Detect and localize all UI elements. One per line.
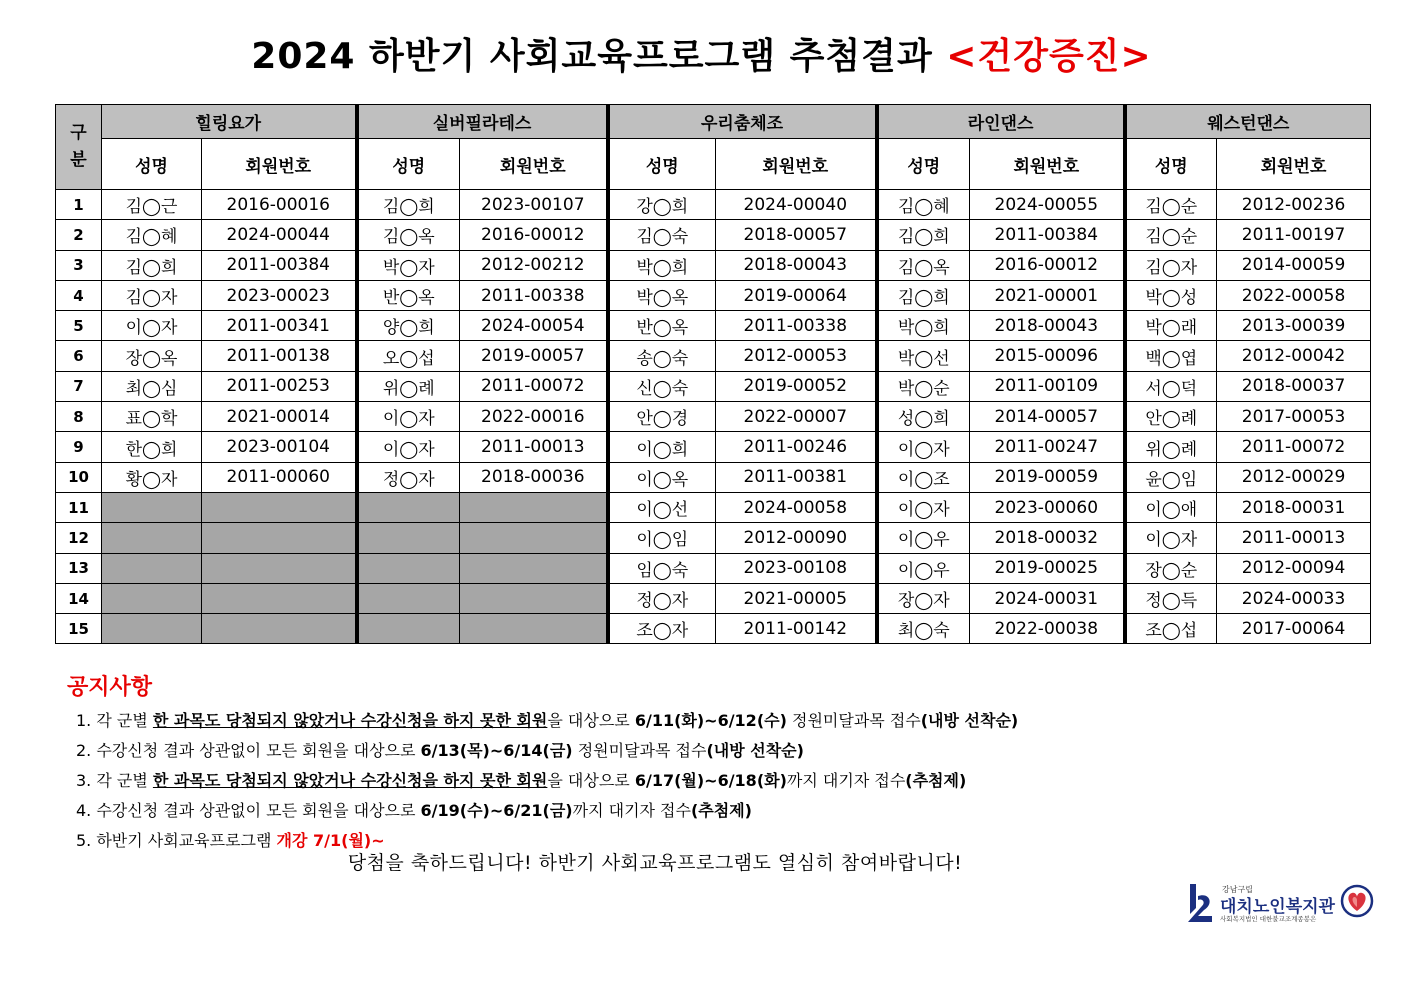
member-name-cell: 이◯자 (877, 432, 970, 462)
notice-text: 2. 수강신청 결과 상관없이 모든 회원을 대상으로 (76, 741, 421, 760)
member-no-cell: 2022-00058 (1217, 280, 1371, 310)
row-number: 6 (56, 341, 102, 371)
program-header: 라인댄스 (877, 105, 1125, 139)
name-column-header: 성명 (102, 139, 202, 190)
member-no-cell: 2011-00013 (460, 432, 608, 462)
member-name-cell: 장◯옥 (102, 341, 202, 371)
row-number: 14 (56, 583, 102, 613)
empty-cell (357, 523, 460, 553)
member-no-cell: 2019-00057 (460, 341, 608, 371)
member-name-cell: 정◯득 (1125, 583, 1217, 613)
logo-name: 대치노인복지관 (1220, 897, 1335, 917)
logo-sub-text: 사회복지법인 대한불교조계종봉은 (1220, 915, 1317, 923)
member-name-cell: 김◯자 (1125, 250, 1217, 280)
member-no-cell: 2011-00384 (970, 220, 1125, 250)
member-no-cell: 2012-00090 (716, 523, 877, 553)
member-name-cell: 이◯자 (357, 402, 460, 432)
empty-cell (357, 553, 460, 583)
member-no-cell: 2024-00044 (202, 220, 357, 250)
member-name-cell: 김◯옥 (877, 250, 970, 280)
member-no-cell: 2012-00053 (716, 341, 877, 371)
member-no-cell: 2023-00060 (970, 492, 1125, 522)
member-no-cell: 2021-00014 (202, 402, 357, 432)
member-name-cell: 안◯례 (1125, 402, 1217, 432)
member-name-cell: 이◯자 (102, 311, 202, 341)
empty-cell (202, 583, 357, 613)
member-no-cell: 2016-00012 (460, 220, 608, 250)
institution-logo (1180, 878, 1375, 928)
member-no-cell: 2017-00053 (1217, 402, 1371, 432)
member-no-column-header: 회원번호 (970, 139, 1125, 190)
notice-text: 을 대상으로 (547, 711, 635, 730)
empty-cell (460, 492, 608, 522)
member-no-cell: 2015-00096 (970, 341, 1125, 371)
member-no-cell: 2011-00246 (716, 432, 877, 462)
member-name-cell: 최◯숙 (877, 614, 970, 644)
member-name-cell: 박◯성 (1125, 280, 1217, 310)
table-row (56, 462, 1371, 492)
member-no-cell: 2021-00005 (716, 583, 877, 613)
member-name-cell: 윤◯임 (1125, 462, 1217, 492)
member-name-cell: 김◯희 (357, 190, 460, 220)
member-no-cell: 2011-00138 (202, 341, 357, 371)
empty-cell (357, 583, 460, 613)
member-name-cell: 김◯혜 (877, 190, 970, 220)
empty-cell (102, 553, 202, 583)
member-name-cell: 반◯옥 (608, 311, 716, 341)
member-no-cell: 2016-00012 (970, 250, 1125, 280)
member-no-cell: 2011-00197 (1217, 220, 1371, 250)
member-name-cell: 송◯숙 (608, 341, 716, 371)
member-no-cell: 2014-00059 (1217, 250, 1371, 280)
empty-cell (460, 583, 608, 613)
member-name-cell: 양◯희 (357, 311, 460, 341)
notice-text: 6/17(월)~6/18(화) (634, 771, 787, 790)
table-row (56, 250, 1371, 280)
notice-item (76, 766, 1018, 796)
member-name-cell: 이◯희 (608, 432, 716, 462)
notice-text: 까지 대기자 접수 (572, 801, 691, 820)
notice-title: 공지사항 (67, 675, 153, 700)
notice-text: 6/13(목)~6/14(금) (420, 741, 573, 760)
table-row (56, 553, 1371, 583)
notice-text: 6/19(수)~6/21(금) (420, 801, 573, 820)
member-name-cell: 백◯엽 (1125, 341, 1217, 371)
member-name-cell: 조◯섭 (1125, 614, 1217, 644)
lottery-result-table (55, 104, 1371, 644)
member-no-cell: 2011-00338 (460, 280, 608, 310)
member-name-cell: 정◯자 (357, 462, 460, 492)
empty-cell (102, 492, 202, 522)
member-no-cell: 2024-00040 (716, 190, 877, 220)
member-name-cell: 한◯희 (102, 432, 202, 462)
table-row (56, 492, 1371, 522)
member-name-cell: 이◯자 (1125, 523, 1217, 553)
member-no-column-header: 회원번호 (1217, 139, 1371, 190)
member-name-cell: 장◯순 (1125, 553, 1217, 583)
member-no-cell: 2018-00036 (460, 462, 608, 492)
member-name-cell: 안◯경 (608, 402, 716, 432)
member-no-cell: 2018-00043 (970, 311, 1125, 341)
member-name-cell: 이◯우 (877, 553, 970, 583)
member-name-cell: 임◯숙 (608, 553, 716, 583)
member-no-cell: 2012-00236 (1217, 190, 1371, 220)
member-name-cell: 강◯희 (608, 190, 716, 220)
page-title (0, 28, 1403, 79)
member-no-cell: 2022-00016 (460, 402, 608, 432)
row-number: 2 (56, 220, 102, 250)
row-number: 15 (56, 614, 102, 644)
member-name-cell: 황◯자 (102, 462, 202, 492)
member-name-cell: 박◯옥 (608, 280, 716, 310)
member-no-cell: 2011-00060 (202, 462, 357, 492)
notice-text: 5. 하반기 사회교육프로그램 (76, 831, 277, 850)
member-no-cell: 2013-00039 (1217, 311, 1371, 341)
name-column-header: 성명 (1125, 139, 1217, 190)
member-no-cell: 2018-00043 (716, 250, 877, 280)
notice-item (76, 796, 1018, 826)
member-no-cell: 2011-00142 (716, 614, 877, 644)
member-no-cell: 2023-00104 (202, 432, 357, 462)
notice-text: (내방 선착순) (920, 711, 1019, 730)
notice-text: (추첨제) (690, 801, 752, 820)
row-number: 5 (56, 311, 102, 341)
member-no-cell: 2023-00023 (202, 280, 357, 310)
member-no-cell: 2011-00338 (716, 311, 877, 341)
empty-cell (102, 523, 202, 553)
empty-cell (460, 614, 608, 644)
member-no-cell: 2012-00042 (1217, 341, 1371, 371)
row-number: 4 (56, 280, 102, 310)
member-no-cell: 2019-00025 (970, 553, 1125, 583)
notice-text: 4. 수강신청 결과 상관없이 모든 회원을 대상으로 (76, 801, 421, 820)
program-header: 힐링요가 (102, 105, 357, 139)
member-no-cell: 2023-00107 (460, 190, 608, 220)
member-no-cell: 2018-00031 (1217, 492, 1371, 522)
member-name-cell: 정◯자 (608, 583, 716, 613)
member-no-cell: 2022-00038 (970, 614, 1125, 644)
member-name-cell: 김◯순 (1125, 220, 1217, 250)
table-row (56, 371, 1371, 401)
member-no-cell: 2011-00072 (460, 371, 608, 401)
member-name-cell: 김◯희 (877, 280, 970, 310)
member-name-cell: 서◯덕 (1125, 371, 1217, 401)
notice-text: 6/11(화)~6/12(수) (634, 711, 787, 730)
member-name-cell: 이◯애 (1125, 492, 1217, 522)
table-row (56, 523, 1371, 553)
empty-cell (202, 553, 357, 583)
member-no-cell: 2024-00055 (970, 190, 1125, 220)
member-no-cell: 2011-00341 (202, 311, 357, 341)
member-no-cell: 2017-00064 (1217, 614, 1371, 644)
member-no-cell: 2019-00064 (716, 280, 877, 310)
member-no-cell: 2019-00059 (970, 462, 1125, 492)
table-row (56, 280, 1371, 310)
member-name-cell: 박◯희 (608, 250, 716, 280)
notice-text: 정원미달과목 접수 (572, 741, 707, 760)
empty-cell (460, 523, 608, 553)
row-number: 1 (56, 190, 102, 220)
row-number: 3 (56, 250, 102, 280)
table-row (56, 220, 1371, 250)
logo-small-text: 강남구립 (1222, 885, 1253, 894)
title-main: 2024 하반기 사회교육프로그램 추첨결과 (251, 36, 933, 77)
member-name-cell: 이◯조 (877, 462, 970, 492)
member-no-column-header: 회원번호 (716, 139, 877, 190)
name-column-header: 성명 (608, 139, 716, 190)
member-name-cell: 장◯자 (877, 583, 970, 613)
member-name-cell: 최◯심 (102, 371, 202, 401)
member-no-cell: 2016-00016 (202, 190, 357, 220)
heart-logo-icon (1340, 884, 1374, 918)
notice-text: (내방 선착순) (706, 741, 804, 760)
notice-text: 까지 대기자 접수 (786, 771, 906, 790)
row-number: 7 (56, 371, 102, 401)
table-row (56, 311, 1371, 341)
member-name-cell: 신◯숙 (608, 371, 716, 401)
member-no-cell: 2021-00001 (970, 280, 1125, 310)
member-no-cell: 2022-00007 (716, 402, 877, 432)
empty-cell (202, 492, 357, 522)
member-name-cell: 박◯선 (877, 341, 970, 371)
logo-mark-icon (1180, 882, 1216, 922)
member-name-cell: 박◯희 (877, 311, 970, 341)
member-no-cell: 2012-00212 (460, 250, 608, 280)
row-number: 11 (56, 492, 102, 522)
name-column-header: 성명 (357, 139, 460, 190)
notice-text: (추첨제) (905, 771, 967, 790)
empty-cell (357, 492, 460, 522)
member-name-cell: 반◯옥 (357, 280, 460, 310)
empty-cell (102, 614, 202, 644)
member-no-cell: 2024-00054 (460, 311, 608, 341)
program-header: 웨스턴댄스 (1125, 105, 1371, 139)
empty-cell (102, 583, 202, 613)
member-name-cell: 이◯우 (877, 523, 970, 553)
member-name-cell: 김◯옥 (357, 220, 460, 250)
member-name-cell: 김◯희 (877, 220, 970, 250)
member-name-cell: 김◯숙 (608, 220, 716, 250)
member-name-cell: 표◯학 (102, 402, 202, 432)
notice-text: 1. 각 군별 (76, 711, 153, 730)
notice-text: 한 과목도 당첨되지 않았거나 수강신청을 하지 못한 회원 (152, 711, 548, 730)
member-name-cell: 박◯순 (877, 371, 970, 401)
row-number: 10 (56, 462, 102, 492)
row-number: 12 (56, 523, 102, 553)
table-row (56, 190, 1371, 220)
member-no-cell: 2014-00057 (970, 402, 1125, 432)
notice-text: 개강 7/1(월)~ (276, 831, 385, 850)
member-no-cell: 2011-00013 (1217, 523, 1371, 553)
member-no-cell: 2011-00253 (202, 371, 357, 401)
table-row (56, 583, 1371, 613)
program-header: 실버필라테스 (357, 105, 608, 139)
gubun-char: 분 (70, 150, 87, 170)
gubun-header (56, 105, 102, 190)
member-no-cell: 2024-00031 (970, 583, 1125, 613)
empty-cell (202, 614, 357, 644)
member-name-cell: 이◯임 (608, 523, 716, 553)
member-name-cell: 이◯옥 (608, 462, 716, 492)
member-no-cell: 2012-00029 (1217, 462, 1371, 492)
member-name-cell: 박◯래 (1125, 311, 1217, 341)
member-name-cell: 위◯례 (1125, 432, 1217, 462)
gubun-char: 구 (70, 123, 87, 143)
member-name-cell: 김◯자 (102, 280, 202, 310)
member-name-cell: 이◯선 (608, 492, 716, 522)
member-no-cell: 2012-00094 (1217, 553, 1371, 583)
member-name-cell: 조◯자 (608, 614, 716, 644)
notice-text: 정원미달과목 접수 (786, 711, 921, 730)
table-row (56, 341, 1371, 371)
member-no-cell: 2011-00072 (1217, 432, 1371, 462)
row-number: 8 (56, 402, 102, 432)
member-name-cell: 김◯혜 (102, 220, 202, 250)
member-no-cell: 2018-00037 (1217, 371, 1371, 401)
member-no-cell: 2024-00033 (1217, 583, 1371, 613)
table-row (56, 432, 1371, 462)
row-number: 9 (56, 432, 102, 462)
member-no-column-header: 회원번호 (202, 139, 357, 190)
table-row (56, 614, 1371, 644)
member-no-cell: 2024-00058 (716, 492, 877, 522)
notice-text: 을 대상으로 (547, 771, 635, 790)
member-name-cell: 이◯자 (877, 492, 970, 522)
program-header: 우리춤체조 (608, 105, 877, 139)
member-no-column-header: 회원번호 (460, 139, 608, 190)
member-no-cell: 2018-00057 (716, 220, 877, 250)
empty-cell (357, 614, 460, 644)
member-no-cell: 2023-00108 (716, 553, 877, 583)
title-accent: <건강증진> (946, 36, 1152, 77)
notice-text: 한 과목도 당첨되지 않았거나 수강신청을 하지 못한 회원 (152, 771, 548, 790)
member-name-cell: 이◯자 (357, 432, 460, 462)
closing-message: 당첨을 축하드립니다! 하반기 사회교육프로그램도 열심히 참여바랍니다! (347, 852, 963, 874)
notice-item (76, 706, 1018, 736)
member-no-cell: 2011-00247 (970, 432, 1125, 462)
member-no-cell: 2011-00384 (202, 250, 357, 280)
member-no-cell: 2011-00109 (970, 371, 1125, 401)
member-name-cell: 김◯순 (1125, 190, 1217, 220)
row-number: 13 (56, 553, 102, 583)
empty-cell (202, 523, 357, 553)
member-name-cell: 성◯희 (877, 402, 970, 432)
notice-list (76, 706, 1018, 856)
member-no-cell: 2019-00052 (716, 371, 877, 401)
member-no-cell: 2018-00032 (970, 523, 1125, 553)
table-row (56, 402, 1371, 432)
member-no-cell: 2011-00381 (716, 462, 877, 492)
empty-cell (460, 553, 608, 583)
notice-item (76, 736, 1018, 766)
member-name-cell: 위◯례 (357, 371, 460, 401)
member-name-cell: 김◯희 (102, 250, 202, 280)
member-name-cell: 오◯섭 (357, 341, 460, 371)
member-name-cell: 박◯자 (357, 250, 460, 280)
notice-text: 3. 각 군별 (76, 771, 153, 790)
name-column-header: 성명 (877, 139, 970, 190)
member-name-cell: 김◯근 (102, 190, 202, 220)
